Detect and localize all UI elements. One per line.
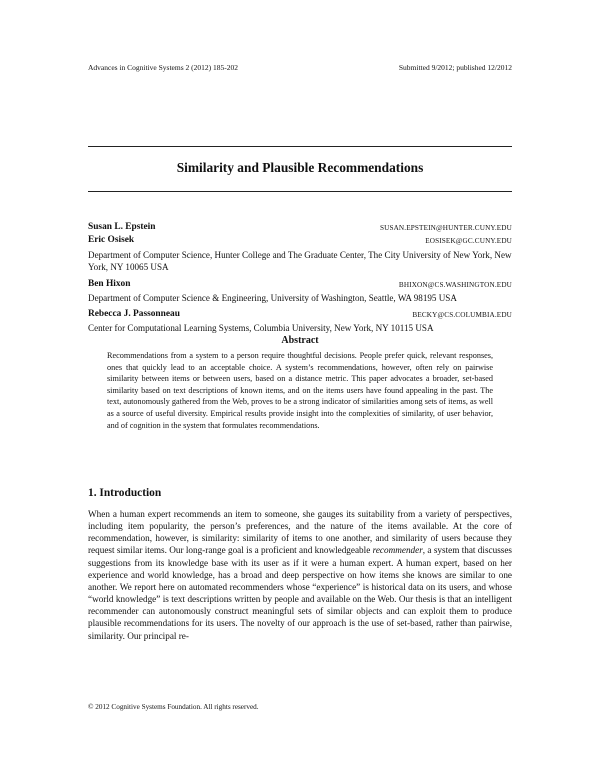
intro-emphasis: recommender <box>372 545 423 556</box>
submission-dates: Submitted 9/2012; published 12/2012 <box>398 63 512 72</box>
author-name: Ben Hixon <box>88 279 131 289</box>
copyright-footer: © 2012 Cognitive Systems Foundation. All rights reserved. <box>88 703 259 711</box>
affiliation: Department of Computer Science & Engineering, University of Washington, Seattle, WA 98195 USA <box>88 293 457 303</box>
abstract-heading: Abstract <box>281 335 319 346</box>
title-rule-top <box>88 146 512 147</box>
affiliation: Department of Computer Science, Hunter College and The Graduate Center, The City University of New York, New York, NY 10065 USA <box>88 250 512 273</box>
author-email: BHIXON@CS.WASHINGTON.EDU <box>398 281 512 289</box>
intro-text: When a human expert recommends an item to someone, she gauges its suitability from a variety of perspectives, including item popularity, the person’s preferences, and the nature of the items available. At the core of recommendation, however, is similarity: similarity of items to one another, and similarity of users because they request similar items. Our long-range goal is a proficient and knowledgeable <box>88 509 512 556</box>
author-email: BECKY@CS.COLUMBIA.EDU <box>412 311 512 319</box>
author-name: Eric Osisek <box>88 235 135 245</box>
introduction-paragraph <box>88 508 512 642</box>
affiliation: Center for Computational Learning Systems, Columbia University, New York, NY 10115 USA <box>88 323 434 333</box>
author-email: EOSISEK@GC.CUNY.EDU <box>425 237 512 245</box>
intro-text: , a system that discusses suggestions from its knowledge base with its user as if it were a human expert. A human expert, based on her experience and world knowledge, has a broad and deep perspective on how items she knows are similar to one another. We report here on automated recommenders whose “experience” is historical data on its users, and whose “world knowledge” is text descriptions written by people and available on the Web. Our thesis is that an intelligent recommender can autonomously construct meaningful sets of similar objects and can exploit them to produce plausible recommendations for its users. The novelty of our approach is the use of set-based, rather than pairwise, similarity. Our principal re- <box>88 545 512 641</box>
abstract-text: Recommendations from a system to a person require thoughtful decisions. People prefer quick, relevant responses, ones that quickly lead to an acceptable choice. A system’s recommendations, however, often rely on pairwise similarity between items or between users, based on a distance metric. This paper advocates a broader, set-based similarity based on text descriptions of known items, and on the items users have found appealing in the past. The text, autonomously gathered from the Web, proves to be a strong indicator of similarities among sets of items, as well as a source of useful diversity. Empirical results provide insight into the complexities of similarity, of user behavior, and of cognition in the system that formulates recommendations. <box>107 351 493 430</box>
author-name: Rebecca J. Passonneau <box>88 309 180 319</box>
title-rule-bottom <box>88 191 512 192</box>
author-name: Susan L. Epstein <box>88 222 156 232</box>
section-heading: 1. Introduction <box>88 487 162 499</box>
author-email: SUSAN.EPSTEIN@HUNTER.CUNY.EDU <box>379 224 512 232</box>
paper-title: Similarity and Plausible Recommendations <box>176 160 424 175</box>
journal-citation: Advances in Cognitive Systems 2 (2012) 185-202 <box>88 63 238 72</box>
